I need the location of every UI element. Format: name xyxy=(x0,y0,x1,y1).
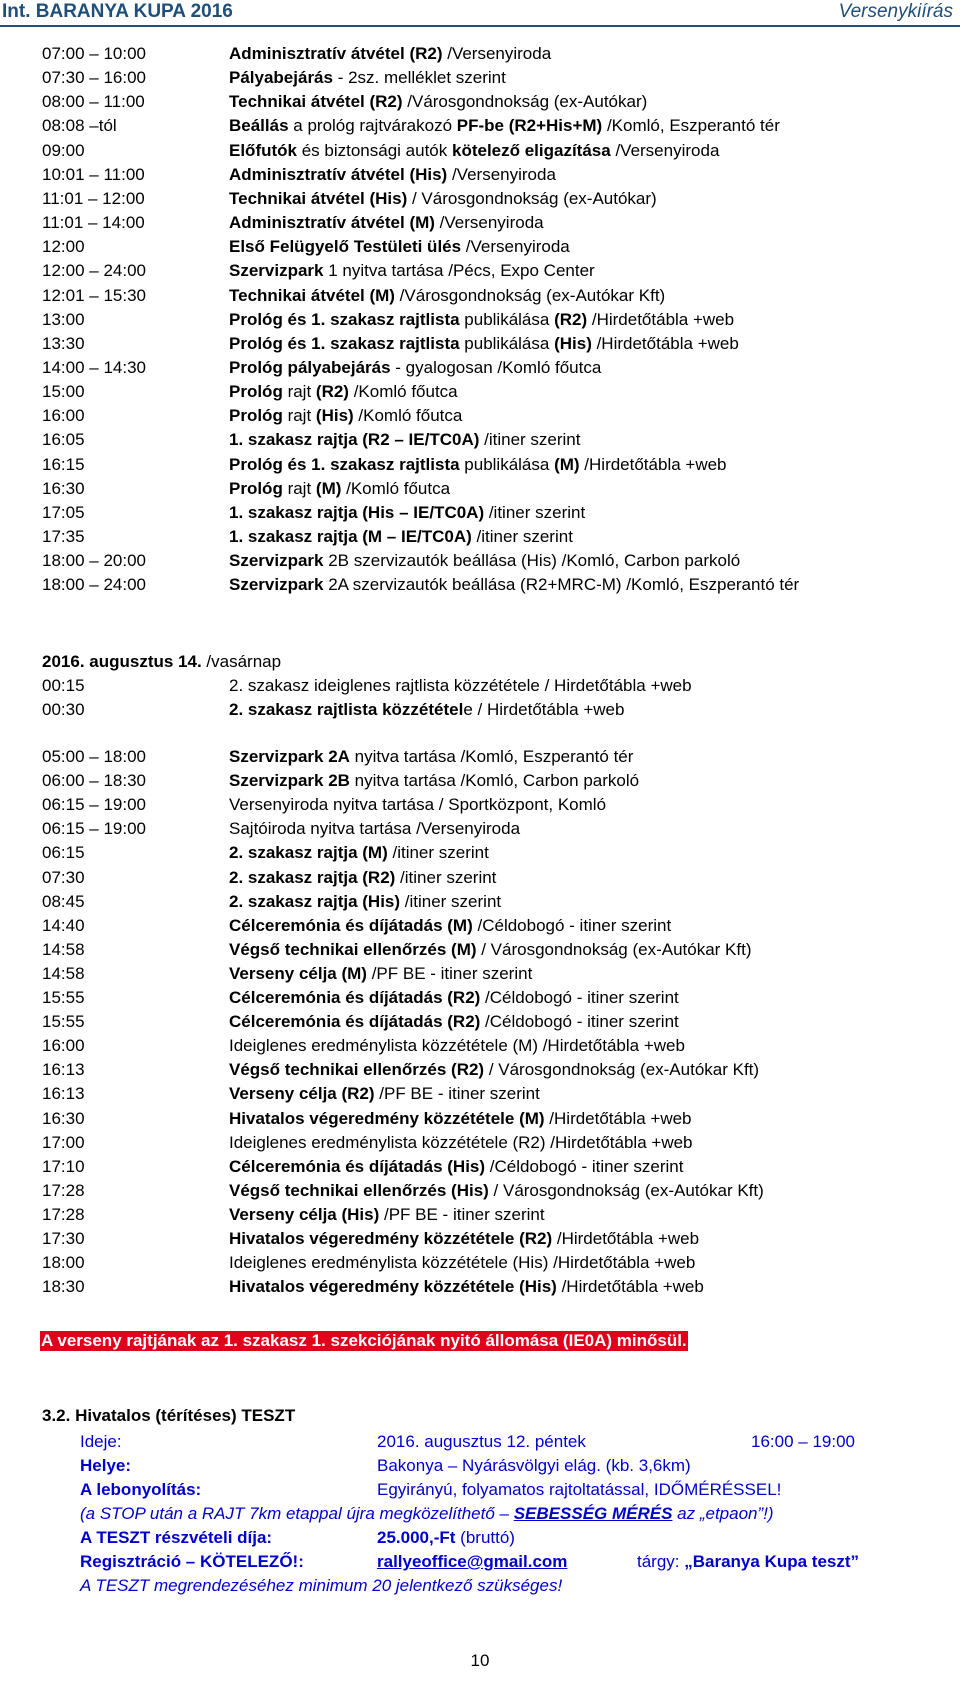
schedule-time: 17:05 xyxy=(42,502,85,522)
lebonyolitas-value: Egyirányú, folyamatos rajtoltatással, IDŐMÉRÉSSEL! xyxy=(377,1480,782,1499)
schedule-description xyxy=(229,115,780,137)
schedule-text: /Hirdetőtábla +web xyxy=(579,454,727,474)
page-number: 10 xyxy=(470,1651,490,1670)
ideje-label: Ideje: xyxy=(80,1432,122,1451)
schedule-text: /Versenyiroda xyxy=(610,140,720,160)
schedule-bold-text: 1. szakasz rajtja (M – IE/TC0A) xyxy=(229,527,472,546)
schedule-bold-text: 2. szakasz rajtja (M) xyxy=(229,843,388,863)
schedule-text: /Versenyiroda xyxy=(434,213,544,233)
lebonyolitas-label: A lebonyolítás: xyxy=(80,1480,202,1499)
schedule-bold-text: 2. szakasz rajtja (His) xyxy=(229,891,401,911)
schedule-text: e / Hirdetőtábla +web xyxy=(463,700,625,719)
schedule-bold-text: (R2) xyxy=(315,382,349,402)
schedule-text: és biztonsági autók xyxy=(297,140,452,160)
stop-note-a: (a STOP után a RAJT 7km etappal újra megközelíthető – xyxy=(80,1504,514,1523)
schedule-bold-text: Adminisztratív átvétel (His) xyxy=(229,164,448,184)
schedule-bold-text: (M) xyxy=(554,454,580,474)
schedule-description xyxy=(229,699,624,721)
schedule-bold-text: Verseny célja (R2) xyxy=(229,1084,375,1104)
schedule-description xyxy=(229,502,585,524)
stop-note-c: az „etpaon”!) xyxy=(672,1504,774,1523)
schedule-bold-text: Célceremónia és díjátadás (R2) xyxy=(229,988,481,1007)
schedule-bold-text: 2. szakasz rajtlista közzététel xyxy=(229,700,464,719)
schedule-bold-text: Hivatalos végeredmény közzététele (His) xyxy=(229,1277,557,1297)
dij-note: (bruttó) xyxy=(455,1528,515,1547)
day2-date: 2016. augusztus 14. xyxy=(42,652,202,671)
schedule-time: 17:28 xyxy=(42,1180,85,1200)
schedule-text: /Komló, Eszperantó tér xyxy=(602,116,780,136)
schedule-text: /Versenyiroda xyxy=(447,164,556,184)
regisztracio-label: Regisztráció – KÖTELEZŐ!: xyxy=(80,1552,304,1571)
schedule-bold-text: 2. szakasz rajtja (R2) xyxy=(229,867,396,887)
schedule-description xyxy=(229,67,506,89)
schedule-time: 17:00 xyxy=(42,1132,85,1152)
schedule-text: /Versenyiroda xyxy=(442,44,552,63)
teszt-row-regisztracio xyxy=(80,1550,950,1574)
schedule-description xyxy=(229,309,734,331)
stop-note-speed: SEBESSÉG MÉRÉS xyxy=(513,1504,673,1523)
helye-value: Bakonya – Nyárásvölgyi elág. (kb. 3,6km) xyxy=(377,1456,691,1475)
schedule-description xyxy=(229,818,520,840)
schedule-time: 15:00 xyxy=(42,382,85,402)
schedule-text: Ideiglenes eredménylista közzététele (His) /Hirdetőtábla +web xyxy=(229,1253,696,1273)
schedule-description xyxy=(229,1132,693,1154)
schedule-time: 18:30 xyxy=(42,1277,85,1297)
schedule-text: 2A szervizautók beállása (R2+MRC-M) /Komló, Eszperantó tér xyxy=(323,575,800,595)
schedule-time: 13:00 xyxy=(42,309,85,329)
schedule-description xyxy=(229,867,496,889)
schedule-bold-text: Beállás xyxy=(229,116,289,136)
schedule-text: / Városgondnokság (ex-Autókar Kft) xyxy=(488,1180,764,1200)
header-subtitle: Versenykiírás xyxy=(838,1,953,22)
schedule-description xyxy=(229,164,556,186)
schedule-text: /itiner szerint xyxy=(471,527,573,546)
schedule-text: /Hirdetőtábla +web xyxy=(552,1229,700,1248)
schedule-time: 18:00 – 24:00 xyxy=(42,575,146,595)
schedule-text: / Városgondnokság (ex-Autókar) xyxy=(407,188,657,208)
schedule-time: 09:00 xyxy=(42,140,85,160)
schedule-time: 10:01 – 11:00 xyxy=(42,164,145,184)
schedule-bold-text: Első Felügyelő Testületi ülés xyxy=(229,237,462,257)
schedule-time: 11:01 – 12:00 xyxy=(42,188,145,208)
schedule-text: /PF BE - itiner szerint xyxy=(374,1084,540,1104)
header-rule xyxy=(0,25,960,27)
schedule-description xyxy=(229,478,450,500)
schedule-time: 08:00 – 11:00 xyxy=(42,92,145,112)
day2-date-heading xyxy=(42,651,281,673)
schedule-bold-text: Célceremónia és díjátadás (R2) xyxy=(229,1012,481,1032)
schedule-time: 06:15 xyxy=(42,843,85,863)
schedule-time: 16:13 xyxy=(42,1060,85,1080)
schedule-bold-text: 1. szakasz rajtja (R2 – IE/TC0A) xyxy=(229,430,480,450)
schedule-text: rajt xyxy=(282,406,316,426)
teszt-row-dij xyxy=(80,1526,950,1550)
schedule-description xyxy=(229,675,692,697)
schedule-description xyxy=(229,357,601,379)
schedule-text: publikálása xyxy=(459,333,555,353)
schedule-description xyxy=(229,963,532,985)
schedule-text: /itiner szerint xyxy=(395,867,497,887)
schedule-description xyxy=(229,188,657,210)
schedule-time: 17:10 xyxy=(42,1156,85,1176)
schedule-text: 2B szervizautók beállása (His) /Komló, Carbon parkoló xyxy=(323,551,741,571)
schedule-text: /Hirdetőtábla +web xyxy=(591,333,739,353)
schedule-bold-text: Szervizpark 2A xyxy=(229,747,350,766)
schedule-text: 2. szakasz ideiglenes rajtlista közzététele / Hirdetőtábla +web xyxy=(229,676,692,695)
schedule-bold-text: Adminisztratív átvétel (R2) xyxy=(229,44,443,63)
schedule-description xyxy=(229,454,727,476)
schedule-time: 18:00 xyxy=(42,1253,85,1273)
schedule-bold-text: Prológ xyxy=(229,382,283,402)
schedule-bold-text: Célceremónia és díjátadás (M) xyxy=(229,915,473,935)
schedule-description xyxy=(229,1180,764,1202)
schedule-time: 17:28 xyxy=(42,1204,85,1224)
schedule-bold-text: Prológ és 1. szakasz rajtlista xyxy=(229,309,460,329)
schedule-description xyxy=(229,236,570,258)
dij-label: A TESZT részvételi díja: xyxy=(80,1528,273,1547)
schedule-text: Ideiglenes eredménylista közzététele (R2) /Hirdetőtábla +web xyxy=(229,1132,693,1152)
schedule-text: /Hirdetőtábla +web xyxy=(587,309,735,329)
schedule-bold-text: Végső technikai ellenőrzés (His) xyxy=(229,1180,489,1200)
schedule-time: 16:15 xyxy=(42,454,85,474)
schedule-time: 08:08 –tól xyxy=(42,116,117,136)
helye-label: Helye: xyxy=(80,1456,132,1475)
schedule-time: 00:30 xyxy=(42,700,85,719)
schedule-description xyxy=(229,212,544,234)
schedule-bold-text: Technikai átvétel (M) xyxy=(229,285,395,305)
schedule-text: /Céldobogó - itiner szerint xyxy=(480,988,679,1007)
schedule-bold-text: Szervizpark xyxy=(229,575,324,595)
minimum-note: A TESZT megrendezéséhez minimum 20 jelentkező szükséges! xyxy=(80,1576,563,1595)
schedule-text: nyitva tartása /Komló, Carbon parkoló xyxy=(349,771,640,791)
schedule-bold-text: (His) xyxy=(315,406,354,426)
schedule-time: 06:00 – 18:30 xyxy=(42,771,146,791)
schedule-text: Versenyiroda nyitva tartása / Sportközpont, Komló xyxy=(229,795,607,815)
schedule-time: 11:01 – 14:00 xyxy=(42,213,145,233)
teszt-row-lebonyolitas xyxy=(80,1478,950,1502)
dij-value: 25.000,-Ft xyxy=(377,1528,456,1547)
schedule-bold-text: Szervizpark xyxy=(229,261,324,281)
schedule-text: / Városgondnokság (ex-Autókar Kft) xyxy=(484,1060,760,1080)
schedule-text: a prológ rajtvárakozó xyxy=(288,116,457,136)
schedule-bold-text: kötelező eligazítása xyxy=(451,140,611,160)
schedule-text: / Városgondnokság (ex-Autókar Kft) xyxy=(476,939,752,959)
schedule-time: 16:00 xyxy=(42,1036,85,1056)
schedule-time: 14:00 – 14:30 xyxy=(42,357,146,377)
schedule-description xyxy=(229,1228,699,1250)
schedule-bold-text: Technikai átvétel (His) xyxy=(229,188,408,208)
schedule-text: - 2sz. melléklet szerint xyxy=(332,68,506,88)
page-header xyxy=(0,0,960,26)
schedule-description xyxy=(229,987,679,1009)
schedule-description xyxy=(229,43,551,65)
schedule-text: /itiner szerint xyxy=(479,430,581,450)
schedule-description xyxy=(229,1108,692,1130)
schedule-description xyxy=(229,794,606,816)
schedule-text: nyitva tartása /Komló, Eszperantó tér xyxy=(349,747,634,766)
schedule-time: 16:13 xyxy=(42,1084,85,1104)
schedule-text: /Hirdetőtábla +web xyxy=(544,1108,692,1128)
subject-label: tárgy: xyxy=(637,1552,685,1571)
schedule-text: rajt xyxy=(282,478,316,498)
schedule-time: 15:55 xyxy=(42,988,85,1007)
schedule-bold-text: Végső technikai ellenőrzés (R2) xyxy=(229,1060,485,1080)
schedule-time: 17:35 xyxy=(42,527,85,546)
schedule-description xyxy=(229,842,489,864)
schedule-description xyxy=(229,574,799,596)
schedule-description xyxy=(229,891,501,913)
schedule-bold-text: Adminisztratív átvétel (M) xyxy=(229,213,435,233)
schedule-time: 12:01 – 15:30 xyxy=(42,285,146,305)
schedule-description xyxy=(229,1252,695,1274)
schedule-text: - gyalogosan /Komló főutca xyxy=(390,357,602,377)
schedule-time: 06:15 – 19:00 xyxy=(42,819,146,839)
teszt-row-helye xyxy=(80,1454,950,1478)
schedule-time: 17:30 xyxy=(42,1229,85,1248)
schedule-time: 07:30 xyxy=(42,867,85,887)
schedule-bold-text: (R2) xyxy=(554,309,588,329)
regisztracio-email-link[interactable]: rallyeoffice@gmail.com xyxy=(377,1552,568,1571)
teszt-details xyxy=(80,1430,950,1598)
ideje-value: 2016. augusztus 12. péntek xyxy=(377,1432,586,1451)
schedule-time: 14:58 xyxy=(42,939,85,959)
schedule-bold-text: Prológ xyxy=(229,478,283,498)
schedule-time: 14:58 xyxy=(42,963,85,983)
schedule-time: 16:30 xyxy=(42,1108,85,1128)
schedule-bold-text: 1. szakasz rajtja (His – IE/TC0A) xyxy=(229,502,485,522)
teszt-row-stop-note xyxy=(80,1502,950,1526)
ideje-time: 16:00 – 19:00 xyxy=(751,1432,855,1451)
schedule-time: 08:45 xyxy=(42,891,85,911)
schedule-bold-text: Prológ és 1. szakasz rajtlista xyxy=(229,454,460,474)
schedule-text: publikálása xyxy=(459,309,555,329)
schedule-bold-text: Pályabejárás xyxy=(229,68,333,88)
schedule-bold-text: (His) xyxy=(554,333,592,353)
schedule-text: /Komló főutca xyxy=(353,406,463,426)
schedule-time: 18:00 – 20:00 xyxy=(42,551,146,571)
schedule-text: 1 nyitva tartása /Pécs, Expo Center xyxy=(323,261,595,281)
schedule-bold-text: Prológ xyxy=(229,406,283,426)
start-definition-note: A verseny rajtjának az 1. szakasz 1. szekciójának nyitó állomása (IE0A) minősül. xyxy=(41,1331,687,1350)
schedule-time: 12:00 xyxy=(42,237,85,257)
schedule-bold-text: Prológ és 1. szakasz rajtlista xyxy=(229,333,460,353)
schedule-time: 07:30 – 16:00 xyxy=(42,68,146,88)
schedule-bold-text: Hivatalos végeredmény közzététele (R2) xyxy=(229,1229,553,1248)
schedule-description xyxy=(229,770,639,792)
schedule-text: /Komló főutca xyxy=(348,382,458,402)
schedule-bold-text: Hivatalos végeredmény közzététele (M) xyxy=(229,1108,545,1128)
schedule-time: 16:00 xyxy=(42,406,85,426)
schedule-text: /Városgondnokság (ex-Autókar) xyxy=(402,92,648,112)
schedule-text: /itiner szerint xyxy=(400,891,502,911)
schedule-description xyxy=(229,915,671,937)
schedule-description xyxy=(229,1276,704,1298)
schedule-time: 15:55 xyxy=(42,1012,85,1032)
schedule-bold-text: (M) xyxy=(315,478,342,498)
schedule-text: /PF BE - itiner szerint xyxy=(366,963,533,983)
schedule-text: Sajtóiroda nyitva tartása /Versenyiroda xyxy=(229,819,521,839)
schedule-bold-text: PF-be (R2+His+M) xyxy=(456,116,603,136)
schedule-description xyxy=(229,140,719,162)
schedule-bold-text: Végső technikai ellenőrzés (M) xyxy=(229,939,477,959)
schedule-description xyxy=(229,1035,685,1057)
schedule-description xyxy=(229,1011,679,1033)
schedule-bold-text: Verseny célja (M) xyxy=(229,963,367,983)
teszt-section-title: 3.2. Hivatalos (térítéses) TESZT xyxy=(42,1406,296,1425)
schedule-description xyxy=(229,333,739,355)
schedule-time: 14:40 xyxy=(42,915,85,935)
schedule-text: /Céldobogó - itiner szerint xyxy=(472,915,672,935)
schedule-time: 00:15 xyxy=(42,676,85,695)
schedule-description xyxy=(229,429,580,451)
schedule-time: 07:00 – 10:00 xyxy=(42,44,146,63)
schedule-bold-text: Célceremónia és díjátadás (His) xyxy=(229,1156,486,1176)
schedule-text: /Hirdetőtábla +web xyxy=(556,1277,704,1297)
schedule-description xyxy=(229,260,595,282)
schedule-description xyxy=(229,91,647,113)
schedule-text: rajt xyxy=(282,382,316,402)
schedule-text: /itiner szerint xyxy=(484,502,586,522)
schedule-text: Ideiglenes eredménylista közzététele (M) /Hirdetőtábla +web xyxy=(229,1036,685,1056)
schedule-description xyxy=(229,526,573,548)
schedule-text: /Céldobogó - itiner szerint xyxy=(485,1156,684,1176)
schedule-bold-text: Prológ pályabejárás xyxy=(229,357,391,377)
schedule-time: 16:30 xyxy=(42,478,85,498)
schedule-description xyxy=(229,550,740,572)
schedule-description xyxy=(229,1083,540,1105)
schedule-description xyxy=(229,1059,759,1081)
day2-weekday: /vasárnap xyxy=(201,652,282,671)
teszt-row-minimum xyxy=(80,1574,950,1598)
schedule-text: /Céldobogó - itiner szerint xyxy=(480,1012,679,1032)
teszt-row-ideje xyxy=(80,1430,950,1454)
schedule-time: 12:00 – 24:00 xyxy=(42,261,146,281)
schedule-bold-text: Előfutók xyxy=(229,140,297,160)
schedule-description xyxy=(229,1204,545,1226)
schedule-time: 05:00 – 18:00 xyxy=(42,747,146,766)
schedule-bold-text: Technikai átvétel (R2) xyxy=(229,92,403,112)
schedule-text: /Városgondnokság (ex-Autókar Kft) xyxy=(394,285,666,305)
schedule-time: 13:30 xyxy=(42,333,85,353)
schedule-description xyxy=(229,285,665,307)
schedule-bold-text: Verseny célja (His) xyxy=(229,1204,380,1224)
schedule-description xyxy=(229,381,458,403)
schedule-description xyxy=(229,405,462,427)
subject-value: „Baranya Kupa teszt” xyxy=(684,1552,860,1571)
schedule-text: /Versenyiroda xyxy=(461,237,570,257)
schedule-text: /itiner szerint xyxy=(387,843,489,863)
schedule-description xyxy=(229,939,752,961)
schedule-description xyxy=(229,746,633,768)
schedule-description xyxy=(229,1156,683,1178)
schedule-text: /PF BE - itiner szerint xyxy=(379,1204,545,1224)
schedule-text: publikálása xyxy=(459,454,555,474)
header-title: Int. BARANYA KUPA 2016 xyxy=(2,1,233,22)
schedule-time: 06:15 – 19:00 xyxy=(42,795,146,815)
schedule-text: /Komló főutca xyxy=(341,478,451,498)
schedule-bold-text: Szervizpark 2B xyxy=(229,771,350,791)
schedule-time: 16:05 xyxy=(42,430,85,450)
schedule-bold-text: Szervizpark xyxy=(229,551,324,571)
